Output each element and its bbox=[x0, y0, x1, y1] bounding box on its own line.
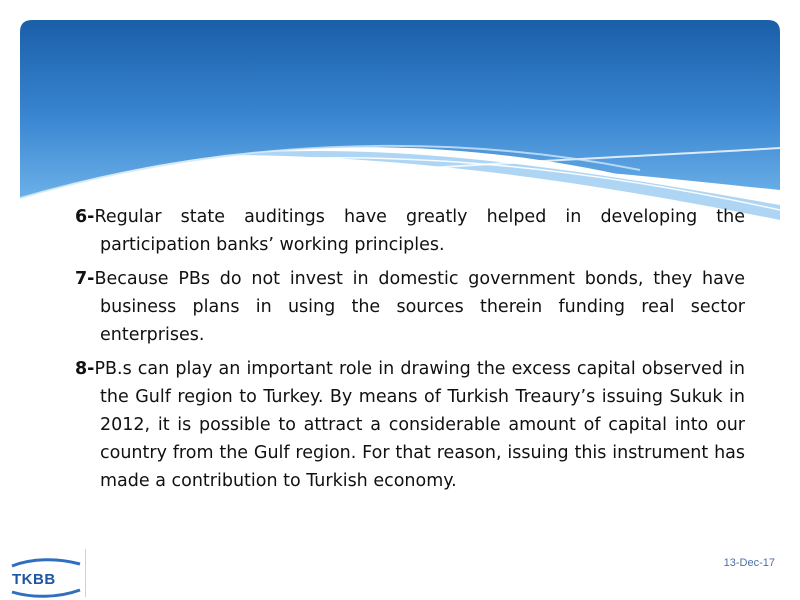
paragraph-number: 8- bbox=[75, 359, 95, 379]
paragraph-text: Regular state auditings have greatly helped in developing the participation banks’ working principles. bbox=[94, 207, 745, 255]
paragraph-8 bbox=[75, 355, 745, 495]
header-banner bbox=[20, 20, 780, 220]
logo-text: TKBB bbox=[12, 571, 56, 588]
slide-date: 13-Dec-17 bbox=[723, 557, 775, 569]
footer-divider bbox=[85, 549, 86, 597]
paragraph-number: 7- bbox=[75, 269, 95, 289]
header-wave-graphic bbox=[20, 20, 780, 220]
paragraph-text: Because PBs do not invest in domestic government bonds, they have business plans in using the sources therein funding real sector enterprises. bbox=[94, 269, 745, 345]
slide-body bbox=[75, 203, 745, 501]
paragraph-7 bbox=[75, 265, 745, 349]
paragraph-6 bbox=[75, 203, 745, 259]
paragraph-text: PB.s can play an important role in drawing the excess capital observed in the Gulf region to Turkey. By means of Turkish Treaury’s issuing Sukuk in 2012, it is possible to attract a considerable amount of capital into our country from the Gulf region. For that reason, issuing this instrument has made a contribution to Turkish economy. bbox=[94, 359, 745, 491]
paragraph-number: 6- bbox=[75, 207, 95, 227]
